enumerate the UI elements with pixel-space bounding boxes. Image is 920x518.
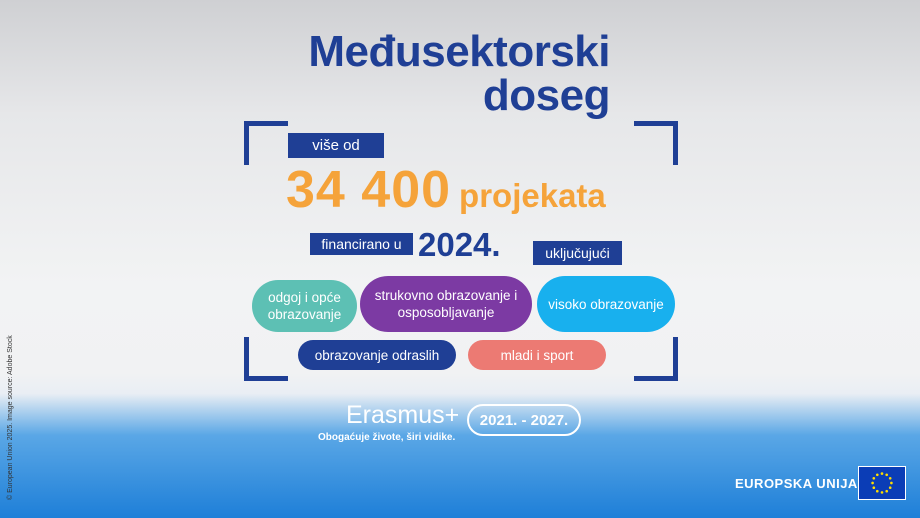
page-title <box>308 27 610 120</box>
eu-label: EUROPSKA UNIJA <box>735 476 858 491</box>
eu-flag-icon <box>858 466 906 500</box>
sector-pill-adult-education: obrazovanje odraslih <box>298 340 456 370</box>
sector-pill-higher-education: visoko obrazovanje <box>537 276 675 332</box>
program-period-badge: 2021. - 2027. <box>467 404 581 436</box>
erasmus-logo: Erasmus+ <box>346 401 460 429</box>
project-count <box>286 160 606 220</box>
frame-corner-top-left <box>244 121 288 165</box>
year-label: 2024. <box>418 226 501 263</box>
project-count-number: 34 400 <box>286 161 452 219</box>
erasmus-tagline: Obogaćuje živote, širi vidike. <box>318 432 456 443</box>
title-line-1: Međusektorski <box>308 27 610 76</box>
sector-pill-youth-sport: mladi i sport <box>468 340 606 370</box>
title-line-2: doseg <box>482 71 610 120</box>
sector-pill-vocational-training: strukovno obrazovanje i osposobljavanje <box>360 276 532 332</box>
frame-corner-bottom-left <box>244 337 288 381</box>
including-label: uključujući <box>533 241 622 265</box>
funded-in-label: financirano u <box>310 233 413 255</box>
more-than-label: više od <box>288 133 384 158</box>
frame-corner-top-right <box>634 121 678 165</box>
project-count-word: projekata <box>459 177 606 214</box>
copyright-notice: © European Union 2025. Image source: Adobe Stock <box>7 335 14 500</box>
frame-corner-bottom-right <box>634 337 678 381</box>
sector-pill-school-education: odgoj i opće obrazovanje <box>252 280 357 332</box>
